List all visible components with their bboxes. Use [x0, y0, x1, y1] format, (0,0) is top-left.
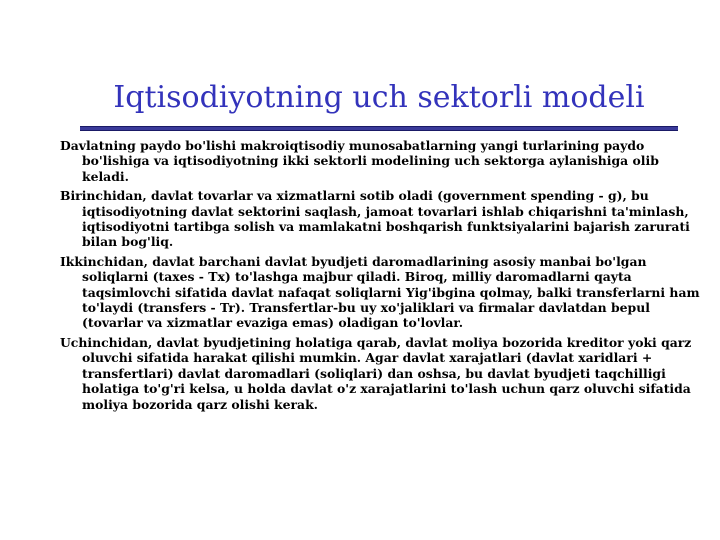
- slide-body: [60, 138, 700, 416]
- paragraph-4: Uchinchidan, davlat byudjetining holatiga qarab, davlat moliya bozorida kreditor yoki qarz oluvchi sifatida harakat qilishi mumkin. Agar davlat xarajatlari (davlat xaridlari + transfertlari) davlat daromadlari (soliqlari) dan oshsa, bu davlat byudjeti taqchilligi holatiga to'g'ri kelsa, u holda davlat o'z xarajatlarini to'lash uchun qarz oluvchi sifatida moliya bozorida qarz olishi kerak.: [60, 334, 692, 412]
- paragraph-3: Ikkinchidan, davlat barchani davlat byudjeti daromadlarining asosiy manbai bo'lgan soliqlarni (taxes - Tx) to'lashga majbur qiladi. Biroq, milliy daromadlarni qayta taqsimlovchi sifatida davlat nafaqat soliqlarni Yig'ibgina qolmay, balki transferlarni ham to'laydi (transfers - Tr). Transfertlar-bu uy xo'jaliklari va firmalar davlatdan bepul (tovarlar va xizmatlar evaziga emas) oladigan to'lovlar.: [60, 253, 700, 331]
- slide-title: Iqtisodiyotning uch sektorli modeli: [113, 80, 645, 115]
- paragraph-2: Birinchidan, davlat tovarlar va xizmatlarni sotib oladi (government spending - g), bu iqtisodiyotning davlat sektorini saqlash, jamoat tovarlari ishlab chiqarishni ta'minlash, iqtisodiyotni tartibga solish va mamlakatni boshqarish funktsiyalarini bajarish zarurati bilan bog'liq.: [60, 188, 690, 250]
- title-divider: [80, 126, 678, 131]
- paragraph-1: Davlatning paydo bo'lishi makroiqtisodiy munosabatlarning yangi turlarining paydo bo'lishiga va iqtisodiyotning ikki sektorli modelining uch sektorga aylanishiga olib keladi.: [60, 138, 659, 184]
